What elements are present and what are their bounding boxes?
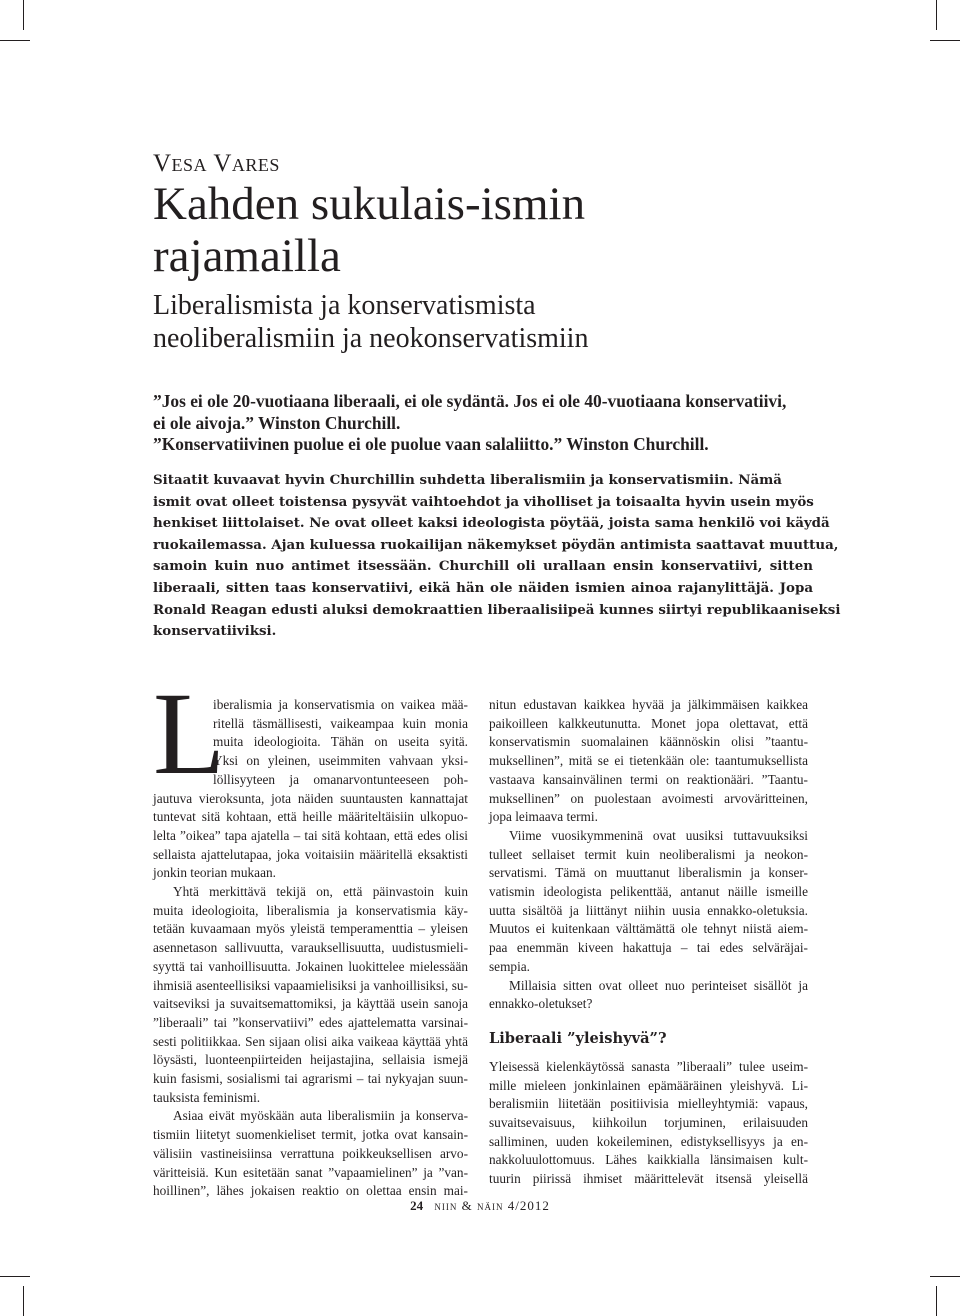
body-line: konservatismin suomalainen käännöskin olisi ”taantu- — [489, 734, 808, 750]
body-line: väritteisiä. Kun esitetään sanat ”vapaamielinen” ja ”van- — [153, 1164, 468, 1180]
body-line: muita ideologioita, liberalismia ja konservatismia käy- — [153, 902, 468, 918]
body-line: ”liberaali” tai ”konservatiivi” edes ajattelematta varsinai- — [153, 1014, 468, 1030]
body-line: Yleisessä kielenkäytössä sanasta ”liberaali” tulee useim- — [489, 1058, 808, 1074]
body-line: jopa leimaava termi. — [489, 809, 598, 825]
quote-line: ei ole aivoja.” Winston Churchill. — [153, 412, 401, 433]
lead-line: ismit ovat olleet toistensa pysyvät vaihtoehdot ja viholliset ja toisaalta hyvin usein myös — [153, 493, 814, 510]
quote-line: ”Jos ei ole 20-vuotiaana liberaali, ei ole sydäntä. Jos ei ole 40-vuotiaana konservatiivi, — [153, 391, 787, 411]
body-line: lelta ”oikea” tapa ajatella – tai sitä kohtaan, että edes olisi — [153, 827, 468, 843]
lead-line: henkiset liittolaiset. Ne ovat olleet kaksi ideologista pöytää, joista sama henkilö voi käydä — [153, 515, 830, 532]
body-line: Muutos ei kuitenkaan välttämättä ole tehnyt niistä aiem- — [489, 921, 808, 937]
body-line: vastaava kansainvälinen termi on reaktionääri. ”Taantu- — [489, 771, 808, 787]
body-line: tulleet sellaiset termit kuin neoliberalismi ja neokon- — [489, 846, 808, 862]
body-line: nakkoluulottomuus. Lähes kaikkialla länsimaisen kult- — [489, 1152, 808, 1168]
body-line: löllisyyteen ja omanarvontunteeseen poh- — [213, 771, 468, 787]
body-line: Asiaa eivät myöskään auta liberalismiin ja konserva- — [173, 1108, 468, 1124]
body-line: suvaitsevaisuus, kiihkoilun torjuminen, erilaisuuden — [489, 1115, 808, 1131]
body-line: muita ideologioita. Tähän on useita syitä. — [213, 734, 468, 750]
body-line: Yhtä merkittävä tekijä on, että päinvastoin kuin — [173, 884, 468, 900]
lead-line: Ronald Reagan edusti aluksi demokraattien liberaalisiipeä kunnes siirtyi republikaaniseksi — [153, 601, 841, 618]
crop-mark — [23, 1286, 24, 1316]
title-line: Kahden sukulais-ismin — [153, 178, 586, 230]
body-line: välisiin vastineisiinsa verrattuna poikkeuksellisen arvo- — [153, 1145, 468, 1161]
crop-mark — [936, 1286, 937, 1316]
subtitle-line: Liberalismista ja konservatismista — [153, 290, 536, 321]
body-line: salliminen, uuden kokeileminen, edistyksellisyys ja en- — [489, 1133, 808, 1149]
body-line: hoillinen”, lähes jokaisen reaktio on olettaa ensin mai- — [153, 1183, 468, 1199]
article-title — [153, 178, 585, 282]
crop-mark — [930, 40, 960, 41]
body-line: vaitseviksi ja suvaitsemattomiksi, ja käyttää usein sanoja — [153, 996, 468, 1012]
quote-line: ”Konservatiivinen puolue ei ole puolue vaan salaliitto.” Winston Churchill. — [153, 434, 709, 454]
body-line: uutta sisältöä ja liittänyt niihin uusia ennakko-oletuksia. — [489, 902, 808, 918]
title-line: rajamailla — [153, 230, 341, 282]
body-line: nitun edustavan kaikkea hyvää ja jälkimmäisen kaikkea — [489, 697, 808, 712]
lead-line: ruokailemassa. Ajan kuluessa ruokailijan näkemykset pöydän antimista saattavat muuttua, — [153, 536, 839, 553]
body-line: sesti politiikkaa. Sen sijaan olisi aika vaikeaa käyttää yhtä — [153, 1033, 468, 1049]
page-number: 24 — [410, 1198, 424, 1213]
author-name: Vesa Vares — [153, 150, 280, 177]
body-line: jonkin teorian mukaan. — [153, 865, 276, 881]
body-line: löysästi, luonteenpiirteiden heijastajina, sellaisia ismejä — [153, 1052, 468, 1068]
body-line: Viime vuosikymmeninä ovat uusiksi tuttavuuksiksi — [509, 827, 808, 843]
body-column-left — [153, 696, 468, 1201]
body-line: syyttä tai vanhoillisuutta. Jokainen luokittelee mielessään — [153, 958, 468, 974]
crop-mark — [936, 0, 937, 30]
body-line: muksellinen” on puolestaan avoimesti arvoväritteinen, — [489, 790, 808, 806]
crop-mark — [0, 1276, 30, 1277]
page-footer — [0, 1198, 960, 1214]
body-line: vatismin ideologista pelikenttää, antanut näille ismeille — [489, 884, 808, 900]
drop-cap: L — [153, 668, 226, 799]
body-line: ennakko-oletukset? — [489, 996, 593, 1012]
article-subtitle — [153, 289, 588, 355]
body-line: ritellä täsmällisesti, vaikeampaa kuin monia — [213, 715, 468, 731]
journal-name: niin & näin 4/2012 — [434, 1198, 550, 1213]
body-line: tuntevat sitä kohtaan, että heille määriteltäisiin ulkopuo- — [153, 809, 468, 825]
lead-line: samoin kuin nuo antimet itsessään. Churchill oli urallaan ensin konservatiivi, sitten — [153, 558, 813, 575]
body-line: tismiin liitetyt suomenkieliset termit, jotka ovat kansain- — [153, 1127, 468, 1143]
body-line: beralismiin liitetään positiivisia mielleyhtymiä: vapaus, — [489, 1096, 808, 1112]
body-line: ihmisiä asenteellisiksi vapaamielisiksi ja vanhoillisiksi, su- — [153, 977, 468, 993]
body-line: asennetason sallivuutta, varauksellisuutta, uudistusmieli- — [153, 940, 468, 956]
body-line: servatismi. Tämä on muuttanut liberalismin ja konser- — [489, 865, 808, 881]
body-line: tetään kuvaamaan myös yleistä temperamenttia – yleisen — [153, 921, 468, 937]
subtitle-line: neoliberalismiin ja neokonservatismiin — [153, 323, 589, 354]
lead-line: Sitaatit kuvaavat hyvin Churchillin suhdetta liberalismiin ja konservatismiin. Nämä — [153, 472, 782, 488]
body-line: paa enemmän kiveen hakattuja – tai edes selväräjai- — [489, 940, 808, 956]
epigraph-quotes — [153, 391, 813, 456]
body-line: Millaisia sitten ovat olleet nuo perinteiset sisällöt ja — [509, 977, 808, 993]
body-column-right — [489, 696, 808, 1189]
lead-line: konservatiiviksi. — [153, 623, 277, 640]
body-line: iberalismia ja konservatismia on vaikea mää- — [213, 697, 468, 712]
body-line: tuurin piirissä ihmiset määrittelevät itsensä yleisellä — [489, 1171, 808, 1187]
body-line: Yksi on yleinen, useimmiten vahvaan yksi- — [213, 753, 468, 769]
body-line: kuin fasismi, sosialismi tai agrarismi – tai nykyajan suun- — [153, 1071, 468, 1087]
lead-line: liberaali, sitten taas konservatiivi, eikä hän ole näiden ismien ainoa rajanylittäjä. Jopa — [153, 579, 813, 596]
body-line: sempia. — [489, 958, 530, 974]
crop-mark — [23, 0, 24, 30]
body-line: jautuva vieroksunta, jota näiden suuntausten kannattajat — [153, 790, 468, 806]
body-line: sellaista ajattelutapaa, joka voitaisiin määritellä eksaktisti — [153, 846, 468, 862]
body-line: paikoilleen kalkkeutunutta. Monet jopa olettavat, että — [489, 715, 808, 731]
body-line: mille mieleen jonkinlainen epämääräinen yleishyvä. Li- — [489, 1077, 808, 1093]
body-line: muksellinen”, mitä se ei tietenkään ole: taantumuksellista — [489, 753, 808, 769]
crop-mark — [0, 40, 30, 41]
body-line: tauksista feminismi. — [153, 1089, 261, 1105]
crop-mark — [930, 1276, 960, 1277]
lead-paragraph — [153, 470, 841, 643]
section-heading: Liberaali ”yleishyvä”? — [489, 1029, 667, 1047]
